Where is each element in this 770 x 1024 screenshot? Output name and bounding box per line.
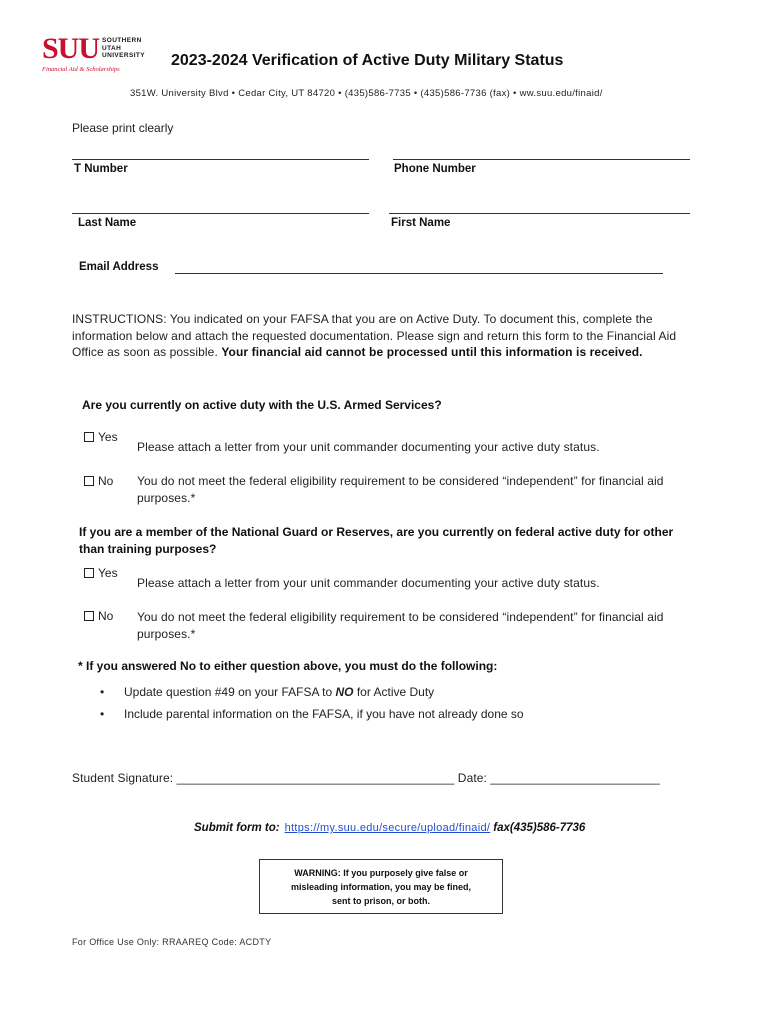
instructions: INSTRUCTIONS: You indicated on your FAFSA that you are on Active Duty. To document this, complete the information below and attach the requested documentation. Please sign and return this form to the Financial Aid Office as soon as possible. Your financial aid cannot be processed until this information is received.: [72, 312, 677, 359]
q2-yes-checkbox[interactable]: [84, 568, 94, 578]
email-field[interactable]: [175, 273, 663, 274]
q1-no-label: No: [98, 474, 114, 488]
first-name-field[interactable]: [389, 213, 690, 214]
followup-heading: * If you answered No to either question above, you must do the following:: [78, 659, 498, 673]
question-guard-reserves: If you are a member of the National Guard or Reserves, are you currently on federal active duty for other than training purposes?: [79, 525, 674, 556]
office-address: 351W. University Blvd • Cedar City, UT 84720 • (435)586-7735 • (435)586-7736 (fax) • ww.suu.edu/finaid/: [130, 88, 603, 99]
form-title: 2023-2024 Verification of Active Duty Military Status: [171, 52, 564, 69]
list-item: • Include parental information on the FAFSA, if you have not already done so: [100, 707, 524, 721]
q2-yes-option[interactable]: [84, 566, 118, 580]
q1-yes-text: Please attach a letter from your unit commander documenting your active duty status.: [137, 440, 600, 454]
first-name-label: First Name: [391, 217, 451, 229]
q1-yes-option[interactable]: [84, 430, 118, 444]
email-label: Email Address: [79, 261, 159, 273]
q2-no-option[interactable]: [84, 609, 113, 623]
last-name-label: Last Name: [78, 217, 137, 229]
q2-yes-label: Yes: [98, 566, 118, 580]
print-note: Please print clearly: [72, 121, 174, 135]
list-item: • Update question #49 on your FAFSA to NO for Active Duty: [100, 685, 435, 699]
warning-box: WARNING: If you purposely give false or misleading information, you may be fined, sent to prison, or both.: [259, 859, 503, 914]
office-use-code: For Office Use Only: RRAAREQ Code: ACDTY: [72, 937, 272, 947]
question-active-duty: Are you currently on active duty with the U.S. Armed Services?: [82, 398, 442, 412]
t-number-label: T Number: [74, 163, 128, 175]
q1-no-text: You do not meet the federal eligibility requirement to be considered “independent” for financial aid purposes.*: [137, 474, 664, 505]
q2-no-text: You do not meet the federal eligibility requirement to be considered “independent” for financial aid purposes.*: [137, 610, 664, 641]
q1-yes-checkbox[interactable]: [84, 432, 94, 442]
phone-number-field[interactable]: [393, 159, 690, 160]
instructions-emphasis: Your financial aid cannot be processed until this information is received.: [221, 345, 643, 359]
fax-number: fax(435)586-7736: [493, 822, 586, 834]
submit-instructions: [194, 822, 585, 834]
t-number-field[interactable]: [72, 159, 369, 160]
q2-no-checkbox[interactable]: [84, 611, 94, 621]
logo-words: SOUTHERN UTAH UNIVERSITY: [102, 37, 146, 59]
last-name-field[interactable]: [72, 213, 369, 214]
q2-no-label: No: [98, 609, 114, 623]
q1-yes-label: Yes: [98, 430, 118, 444]
q2-yes-text: Please attach a letter from your unit commander documenting your active duty status.: [137, 576, 600, 590]
submit-label: Submit form to:: [194, 822, 280, 834]
q1-no-checkbox[interactable]: [84, 476, 94, 486]
phone-number-label: Phone Number: [394, 163, 476, 175]
upload-link[interactable]: https://my.suu.edu/secure/upload/finaid/: [284, 822, 491, 834]
signature-line[interactable]: Student Signature: _________________________________________ Date: _________________________: [72, 771, 660, 785]
logo-mark: SUU: [42, 32, 100, 65]
suu-logo: [42, 34, 152, 76]
logo-subtitle: Financial Aid & Scholarships: [42, 66, 120, 73]
q1-no-option[interactable]: [84, 474, 113, 488]
